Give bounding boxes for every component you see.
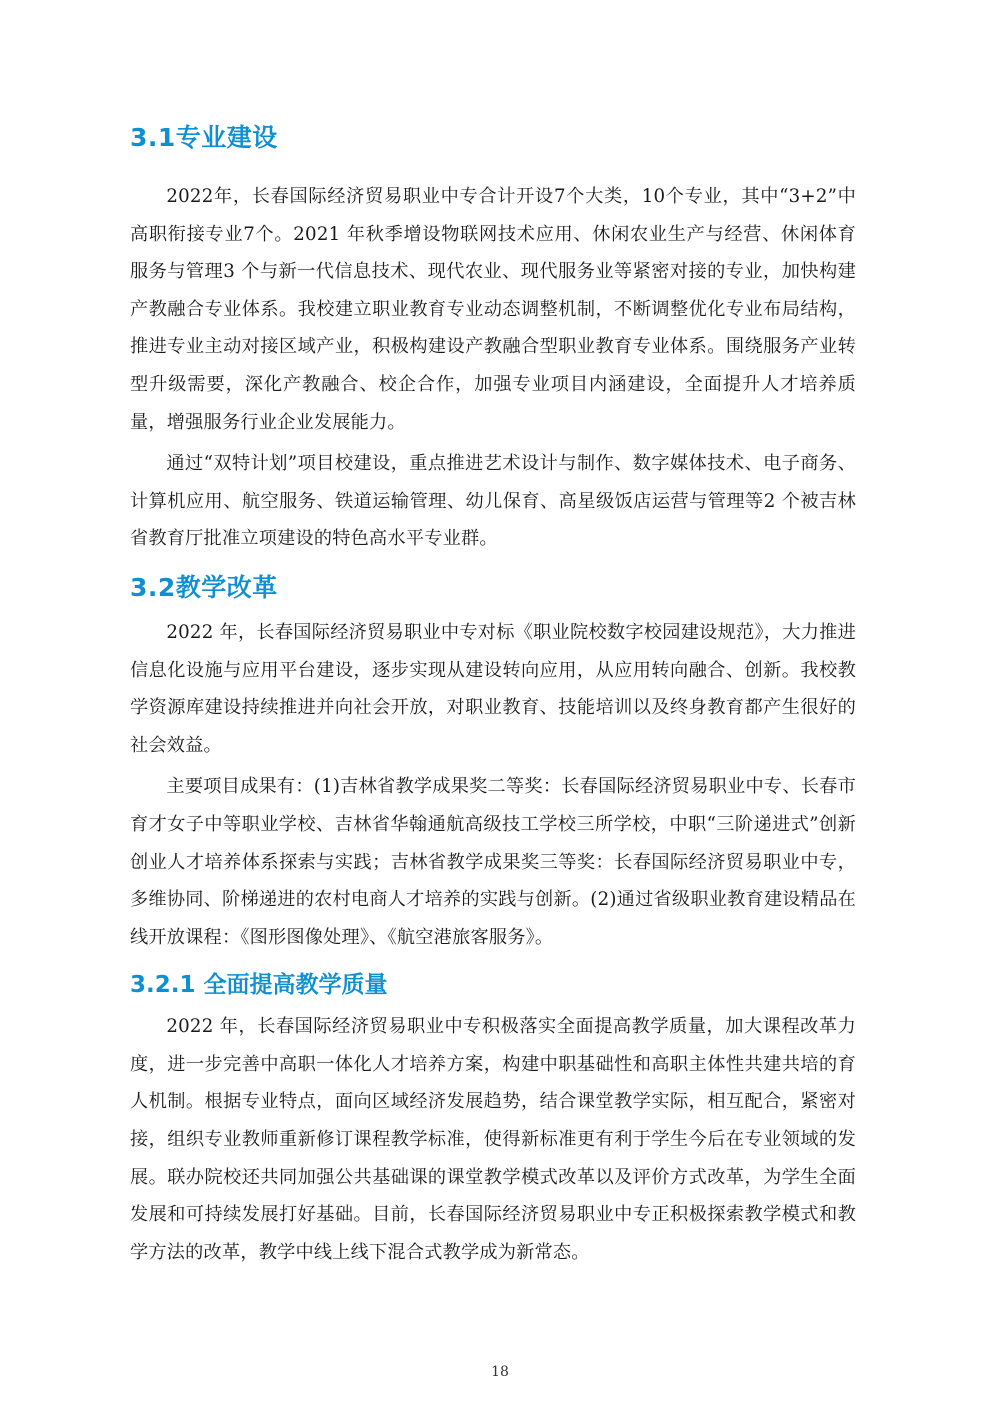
subsection-heading-3-2-1: 3.2.1 全面提高教学质量 (130, 972, 388, 999)
paragraph: 2022 年，长春国际经济贸易职业中专对标《职业院校数字校园建设规范》，大力推进信息化设施与应用平台建设，逐步实现从建设转向应用，从应用转向融合、创新。我校教学资源库建设持续推进并向社会开放，对职业教育、技能培训以及终身教育都产生很好的社会效益。 (130, 621, 856, 756)
page-number: 18 (491, 1364, 509, 1380)
paragraph: 2022年，长春国际经济贸易职业中专合计开设7个大类，10个专业，其中“3+2”中高职衔接专业7个。2021 年秋季增设物联网技术应用、休闲农业生产与经营、休闲体育服务与管理3 个与新一代信息技术、现代农业、现代服务业等紧密对接的专业，加快构建产教融合专业体系。我校建立职业教育专业动态调整机制，不断调整优化专业布局结构，推进专业主动对接区域产业，积极构建设产教融合型职业教育专业体系。围绕服务产业转型升级需要，深化产教融合、校企合作，加强专业项目内涵建设，全面提升人才培养质量，增强服务行业企业发展能力。 (130, 186, 856, 433)
paragraph: 2022 年，长春国际经济贸易职业中专积极落实全面提高教学质量，加大课程改革力度，进一步完善中高职一体化人才培养方案，构建中职基础性和高职主体性共建共培的育人机制。根据专业特点，面向区域经济发展趋势，结合课堂教学实际，相互配合，紧密对接，组织专业教师重新修订课程教学标准，使得新标准更有利于学生今后在专业领域的发展。联办院校还共同加强公共基础课的课堂教学模式改革以及评价方式改革，为学生全面发展和可持续发展打好基础。目前，长春国际经济贸易职业中专正积极探索教学模式和教学方法的改革，教学中线上线下混合式教学成为新常态。 (130, 1016, 856, 1263)
paragraph: 通过“双特计划”项目校建设，重点推进艺术设计与制作、数字媒体技术、电子商务、计算机应用、航空服务、铁道运输管理、幼儿保育、高星级饭店运营与管理等2 个被吉林省教育厅批准立项建设的特色高水平专业群。 (130, 453, 856, 550)
section-heading-3-1: 3.1专业建设 (130, 123, 278, 152)
section-heading-3-2: 3.2教学改革 (130, 572, 278, 602)
page-content (130, 118, 856, 1271)
paragraph: 主要项目成果有：(1)吉林省教学成果奖二等奖：长春国际经济贸易职业中专、长春市育才女子中等职业学校、吉林省华翰通航高级技工学校三所学校，中职“三阶递进式”创新创业人才培养体系探索与实践；吉林省教学成果奖三等奖：长春国际经济贸易职业中专，多维协同、阶梯递进的农村电商人才培养的实践与创新。(2)通过省级职业教育建设精品在线开放课程：《图形图像处理》、《航空港旅客服务》。 (130, 776, 856, 948)
